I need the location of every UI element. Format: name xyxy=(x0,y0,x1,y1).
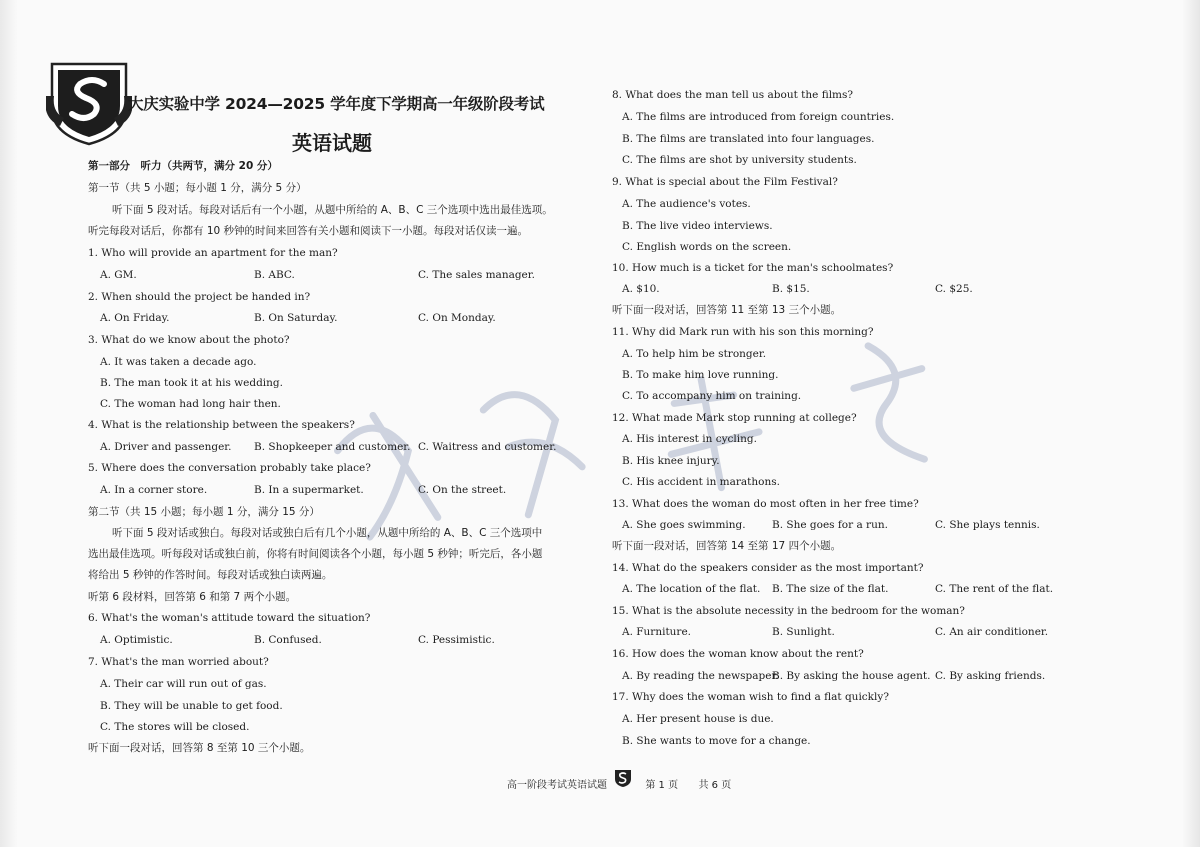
option: A. On Friday. xyxy=(100,312,170,324)
option: B. In a supermarket. xyxy=(254,484,364,496)
school-emblem-icon xyxy=(613,768,633,788)
option: C. On Monday. xyxy=(418,312,496,324)
question-10: 10. How much is a ticket for the man's schoolmates? xyxy=(612,262,894,274)
part-title: 第一部分 听力（共两节，满分 20 分） xyxy=(88,160,278,172)
option: A. In a corner store. xyxy=(100,484,208,496)
question-16: 16. How does the woman know about the rent? xyxy=(612,648,864,660)
option: A. GM. xyxy=(100,269,137,281)
section1-instruction: 听下面 5 段对话。每段对话后有一个小题，从题中所给的 A、B、C 三个选项中选出最佳选项。 xyxy=(112,204,553,216)
section2-title: 第二节（共 15 小题；每小题 1 分，满分 15 分） xyxy=(88,506,320,518)
section1-instruction: 听完每段对话后，你都有 10 秒钟的时间来回答有关小题和阅读下一小题。每段对话仅读一遍。 xyxy=(88,225,529,237)
section2-instruction: 选出最佳选项。听每段对话或独白前，你将有时间阅读各个小题，每小题 5 秒钟；听完后，各小题 xyxy=(88,548,543,560)
option: C. She plays tennis. xyxy=(935,519,1040,531)
option: C. To accompany him on training. xyxy=(622,390,802,402)
option: B. ABC. xyxy=(254,269,295,281)
option: B. Sunlight. xyxy=(772,626,835,638)
option: B. The live video interviews. xyxy=(622,220,773,232)
group-instruction: 听下面一段对话，回答第 14 至第 17 四个小题。 xyxy=(612,540,842,552)
option: B. By asking the house agent. xyxy=(772,670,931,682)
option: C. The stores will be closed. xyxy=(100,721,250,733)
option: C. His accident in marathons. xyxy=(622,476,780,488)
option: B. His knee injury. xyxy=(622,455,720,467)
question-15: 15. What is the absolute necessity in the bedroom for the woman? xyxy=(612,605,965,617)
option: B. The size of the flat. xyxy=(772,583,889,595)
option: C. English words on the screen. xyxy=(622,241,792,253)
option: A. The films are introduced from foreign countries. xyxy=(622,111,895,123)
option: B. The films are translated into four languages. xyxy=(622,133,875,145)
question-7: 7. What's the man worried about? xyxy=(88,656,269,668)
option: C. The woman had long hair then. xyxy=(100,398,281,410)
footer-total-pages: 共 6 页 xyxy=(698,780,732,791)
footer-page-number: 第 1 页 xyxy=(645,780,679,791)
option: A. Optimistic. xyxy=(100,634,173,646)
question-8: 8. What does the man tell us about the films? xyxy=(612,89,854,101)
option: A. She goes swimming. xyxy=(622,519,746,531)
option: A. The location of the flat. xyxy=(622,583,761,595)
option: B. She goes for a run. xyxy=(772,519,888,531)
group-instruction: 听下面一段对话，回答第 8 至第 10 三个小题。 xyxy=(88,742,311,754)
question-12: 12. What made Mark stop running at college? xyxy=(612,412,857,424)
option: C. By asking friends. xyxy=(935,670,1046,682)
question-3: 3. What do we know about the photo? xyxy=(88,334,290,346)
group-instruction: 听下面一段对话，回答第 11 至第 13 三个小题。 xyxy=(612,304,842,316)
section2-instruction: 将给出 5 秒钟的作答时间。每段对话或独白读两遍。 xyxy=(88,569,333,581)
question-13: 13. What does the woman do most often in her free time? xyxy=(612,498,919,510)
school-logo-icon xyxy=(46,56,132,146)
option: A. The audience's votes. xyxy=(622,198,751,210)
question-2: 2. When should the project be handed in? xyxy=(88,291,311,303)
group-instruction: 听第 6 段材料，回答第 6 和第 7 两个小题。 xyxy=(88,591,297,603)
option: B. She wants to move for a change. xyxy=(622,735,811,747)
option: B. Confused. xyxy=(254,634,322,646)
section2-instruction: 听下面 5 段对话或独白。每段对话或独白后有几个小题，从题中所给的 A、B、C 三个选项中 xyxy=(112,527,543,539)
exam-title: 大庆实验中学 2024—2025 学年度下学期高一年级阶段考试 xyxy=(128,95,545,113)
option: B. They will be unable to get food. xyxy=(100,700,283,712)
footer-label: 高一阶段考试英语试题 xyxy=(507,780,607,791)
option: B. Shopkeeper and customer. xyxy=(254,441,411,453)
option: A. To help him be stronger. xyxy=(622,348,767,360)
option: C. The films are shot by university students. xyxy=(622,154,857,166)
question-5: 5. Where does the conversation probably take place? xyxy=(88,462,371,474)
option: A. Her present house is due. xyxy=(622,713,774,725)
option: B. On Saturday. xyxy=(254,312,338,324)
exam-subtitle: 英语试题 xyxy=(292,131,372,155)
option: C. An air conditioner. xyxy=(935,626,1049,638)
question-9: 9. What is special about the Film Festival? xyxy=(612,176,838,188)
option: A. $10. xyxy=(622,283,660,295)
option: C. $25. xyxy=(935,283,973,295)
option: B. $15. xyxy=(772,283,810,295)
option: A. It was taken a decade ago. xyxy=(100,356,257,368)
option: B. The man took it at his wedding. xyxy=(100,377,283,389)
option: C. The sales manager. xyxy=(418,269,535,281)
option: C. Pessimistic. xyxy=(418,634,495,646)
question-17: 17. Why does the woman wish to find a flat quickly? xyxy=(612,691,889,703)
option: B. To make him love running. xyxy=(622,369,779,381)
option: A. Furniture. xyxy=(622,626,691,638)
option: C. On the street. xyxy=(418,484,507,496)
option: A. By reading the newspaper. xyxy=(622,670,779,682)
option: A. His interest in cycling. xyxy=(622,433,757,445)
question-1: 1. Who will provide an apartment for the man? xyxy=(88,247,338,259)
section1-title: 第一节（共 5 小题；每小题 1 分，满分 5 分） xyxy=(88,182,307,194)
option: A. Their car will run out of gas. xyxy=(100,678,267,690)
option: C. The rent of the flat. xyxy=(935,583,1054,595)
question-14: 14. What do the speakers consider as the most important? xyxy=(612,562,924,574)
question-4: 4. What is the relationship between the speakers? xyxy=(88,419,355,431)
option: A. Driver and passenger. xyxy=(100,441,232,453)
option: C. Waitress and customer. xyxy=(418,441,557,453)
question-11: 11. Why did Mark run with his son this morning? xyxy=(612,326,874,338)
question-6: 6. What's the woman's attitude toward the situation? xyxy=(88,612,371,624)
